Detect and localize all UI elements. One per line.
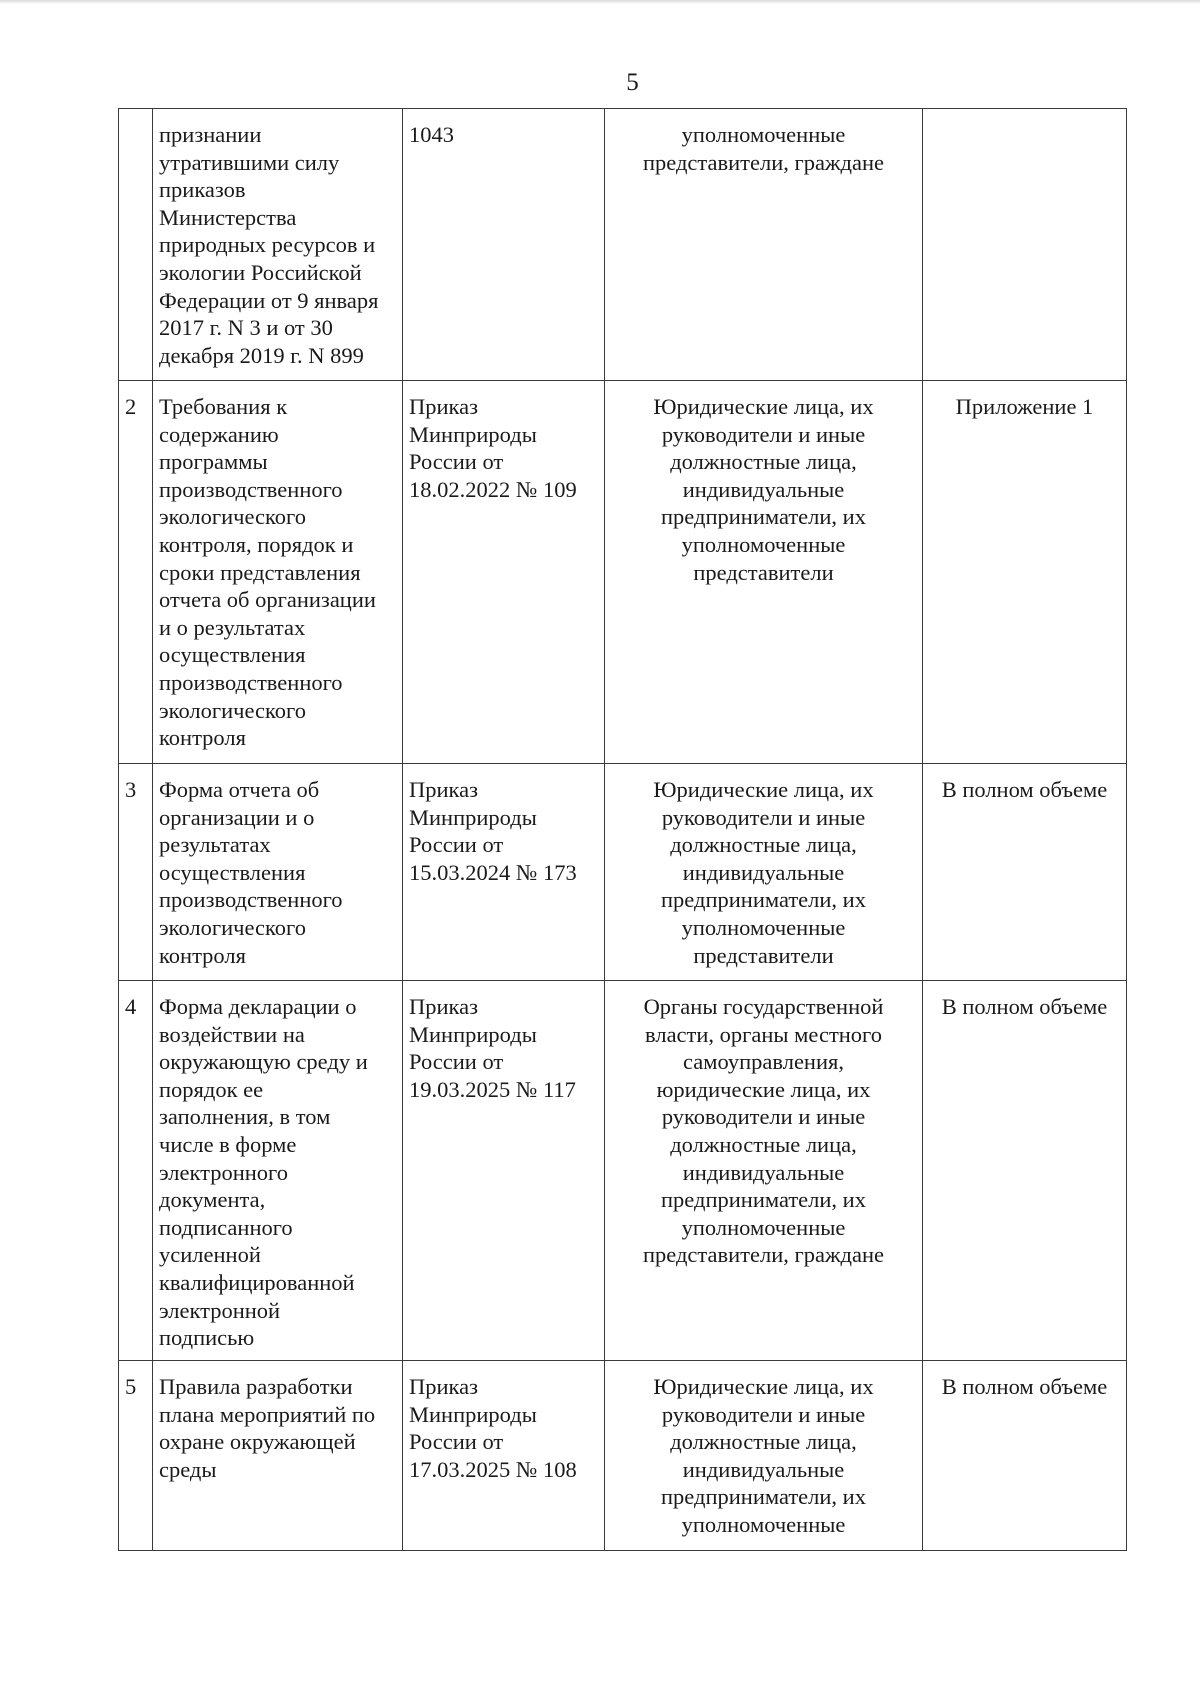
table-row [119,109,1127,381]
act-name-cell [153,109,403,381]
scope-cell [923,981,1127,1361]
table-row [119,981,1127,1361]
row-number-cell [119,764,153,981]
scope: Приложение 1 [955,394,1094,419]
act-details-cell [403,381,605,764]
scan-edge [0,0,1200,4]
act-name-cell [153,764,403,981]
act-name: Правила разработки плана мероприятий по охране окружающей среды [159,1374,376,1482]
scope-cell [923,764,1127,981]
subjects: Органы государственной власти, органы местного самоуправления, юридические лица, их руководители и иные должностные лица, индивидуальные предприниматели, их уполномоченные представители, граждане [643,994,884,1268]
act-details: Приказ Минприроды России от 17.03.2025 № 108 [409,1374,577,1482]
scope-cell [923,109,1127,381]
row-number-cell [119,981,153,1361]
row-number: 5 [125,1374,137,1399]
row-number-cell [119,109,153,381]
row-number-cell [119,381,153,764]
scope: В полном объеме [941,1374,1108,1399]
row-number-cell [119,1361,153,1551]
table-row [119,381,1127,764]
subjects: Юридические лица, их руководители и иные должностные лица, индивидуальные предприниматели, их уполномоченные представители [653,777,874,968]
act-details: Приказ Минприроды России от 15.03.2024 № 173 [409,777,577,885]
subjects: Юридические лица, их руководители и иные должностные лица, индивидуальные предприниматели, их уполномоченные [653,1374,874,1537]
row-number: 3 [125,777,137,802]
subjects: Юридические лица, их руководители и иные должностные лица, индивидуальные предприниматели, их уполномоченные представители [653,394,874,585]
act-details-cell [403,109,605,381]
scope: В полном объеме [941,777,1108,802]
act-details-cell [403,1361,605,1551]
act-details: Приказ Минприроды России от 18.02.2022 № 109 [409,394,577,502]
subjects-cell [605,764,923,981]
act-name: признании утратившими силу приказов Министерства природных ресурсов и экологии Российской Федерации от 9 января 2017 г. N 3 и от 30 декабря 2019 г. N 899 [159,122,379,368]
page-number: 5 [626,69,639,96]
subjects-cell [605,381,923,764]
act-name-cell [153,381,403,764]
scope-cell [923,1361,1127,1551]
legal-acts-table [118,108,1127,1551]
act-name: Форма декларации о воздействии на окружающую среду и порядок ее заполнения, в том числе в форме электронного документа, подписанного усиленной квалифицированной электронной подписью [159,994,368,1351]
row-number: 4 [125,994,137,1019]
act-details: Приказ Минприроды России от 19.03.2025 № 117 [409,994,576,1102]
act-name: Требования к содержанию программы производственного экологического контроля, порядок и сроки представления отчета об организации и о результатах осуществления производственного экологического контроля [159,394,376,751]
act-details: 1043 [409,122,454,147]
act-name-cell [153,1361,403,1551]
scope: В полном объеме [941,994,1108,1019]
scope-cell [923,381,1127,764]
subjects-cell [605,1361,923,1551]
table-row [119,1361,1127,1551]
row-number: 2 [125,394,137,419]
act-name-cell [153,981,403,1361]
table-row [119,764,1127,981]
act-details-cell [403,764,605,981]
subjects-cell [605,981,923,1361]
act-details-cell [403,981,605,1361]
subjects-cell [605,109,923,381]
subjects: уполномоченные представители, граждане [643,122,884,175]
act-name: Форма отчета об организации и о результатах осуществления производственного экологического контроля [159,777,343,968]
